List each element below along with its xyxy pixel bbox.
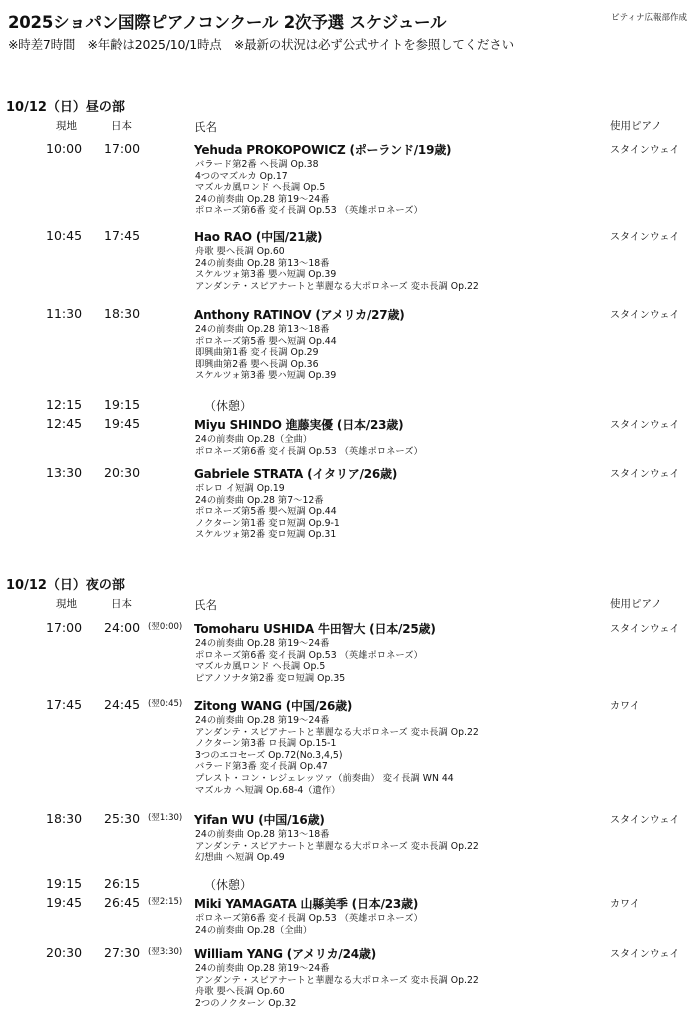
program-item: アンダンテ・スピアナートと華麗なる大ポロネーズ 変ホ長調 Op.22 xyxy=(195,280,479,292)
japan-time: 18:30 xyxy=(104,306,141,321)
piano-brand: カワイ xyxy=(610,899,640,910)
program-item: 24の前奏曲 Op.28 第13〜18番 xyxy=(195,829,330,840)
section-title: 10/12（日）昼の部 xyxy=(6,100,125,115)
piano-brand: スタインウェイ xyxy=(610,949,680,960)
program-item: マズルカ風ロンド ヘ長調 Op.5 xyxy=(195,661,326,673)
program-item: 2つのノクターン Op.32 xyxy=(195,997,297,1009)
piano-brand: スタインウェイ xyxy=(610,232,680,243)
column-header-japan: 日本 xyxy=(111,598,132,610)
program-item: 即興曲第2番 嬰ヘ長調 Op.36 xyxy=(195,358,319,370)
next-day-time: (翌1:30) xyxy=(148,813,183,823)
japan-time: 20:30 xyxy=(104,465,141,480)
japan-time: 17:00 xyxy=(104,141,141,156)
break-label: （休憩） xyxy=(204,878,253,892)
local-time: 12:15 xyxy=(46,397,83,412)
performer-name: Miki YAMAGATA 山縣美季 (日本/23歳) xyxy=(194,897,419,911)
performer-name: Yehuda PROKOPOWICZ (ポーランド/19歳) xyxy=(194,143,452,157)
japan-time: 19:15 xyxy=(104,397,141,412)
program-list xyxy=(195,638,423,684)
program-list xyxy=(195,963,479,1009)
author-credit: ピティナ広報部作成 xyxy=(611,13,687,23)
performer-name: Gabriele STRATA (イタリア/26歳) xyxy=(194,467,398,481)
japan-time: 26:15 xyxy=(104,876,141,891)
local-time: 12:45 xyxy=(46,416,83,431)
program-item: 24の前奏曲 Op.28 第13〜18番 xyxy=(195,257,330,269)
piano-brand: スタインウェイ xyxy=(610,469,680,480)
local-time: 10:45 xyxy=(46,228,83,243)
program-list xyxy=(195,246,479,292)
next-day-time: (翌2:15) xyxy=(148,897,183,907)
piano-brand: スタインウェイ xyxy=(610,624,680,635)
piano-brand: スタインウェイ xyxy=(610,815,680,826)
program-item: 即興曲第1番 変イ長調 Op.29 xyxy=(195,347,319,359)
piano-brand: カワイ xyxy=(610,701,640,712)
column-header-piano: 使用ピアノ xyxy=(610,120,662,132)
program-item: ノクターン第1番 変ロ短調 Op.9-1 xyxy=(195,517,340,529)
program-item: アンダンテ・スピアナートと華麗なる大ポロネーズ 変ホ長調 Op.22 xyxy=(195,726,479,738)
program-item: ボレロ イ短調 Op.19 xyxy=(195,483,285,494)
program-item: スケルツォ第3番 嬰ハ短調 Op.39 xyxy=(195,269,337,281)
program-item: バラード第3番 変イ長調 Op.47 xyxy=(195,761,328,773)
program-item: ノクターン第3番 ロ長調 Op.15-1 xyxy=(195,738,337,750)
performer-name: Anthony RATINOV (アメリカ/27歳) xyxy=(194,308,405,322)
local-time: 19:45 xyxy=(46,895,83,910)
column-header-name: 氏名 xyxy=(194,598,217,612)
program-item: ポロネーズ第5番 嬰ヘ短調 Op.44 xyxy=(195,506,337,518)
next-day-time: (翌0:45) xyxy=(148,699,183,709)
program-item: 舟歌 嬰ヘ長調 Op.60 xyxy=(195,246,285,257)
program-item: バラード第2番 ヘ長調 Op.38 xyxy=(195,159,319,170)
page-title: 2025ショパン国際ピアノコンクール 2次予選 スケジュール xyxy=(8,13,447,32)
local-time: 17:45 xyxy=(46,697,83,712)
program-list xyxy=(195,913,423,936)
program-item: スケルツォ第2番 変ロ短調 Op.31 xyxy=(195,529,337,541)
program-item: 24の前奏曲 Op.28 第19〜24番 xyxy=(195,638,330,649)
program-item: 4つのマズルカ Op.17 xyxy=(195,170,288,182)
japan-time: 26:45 xyxy=(104,895,141,910)
performer-name: William YANG (アメリカ/24歳) xyxy=(194,947,376,961)
column-header-piano: 使用ピアノ xyxy=(610,598,662,610)
piano-brand: スタインウェイ xyxy=(610,145,680,156)
piano-brand: スタインウェイ xyxy=(610,420,680,431)
japan-time: 25:30 xyxy=(104,811,141,826)
program-item: 24の前奏曲 Op.28 第13〜18番 xyxy=(195,324,330,335)
column-header-local: 現地 xyxy=(56,120,77,132)
japan-time: 19:45 xyxy=(104,416,141,431)
program-item: ポロネーズ第6番 変イ長調 Op.53 （英雄ポロネーズ） xyxy=(195,445,423,457)
program-item: ポロネーズ第5番 嬰ヘ短調 Op.44 xyxy=(195,335,337,347)
program-item: マズルカ風ロンド ヘ長調 Op.5 xyxy=(195,182,326,194)
next-day-time: (翌0:00) xyxy=(148,622,183,632)
local-time: 13:30 xyxy=(46,465,83,480)
japan-time: 27:30 xyxy=(104,945,141,960)
program-item: 24の前奏曲 Op.28 第19〜24番 xyxy=(195,963,330,974)
program-item: 24の前奏曲 Op.28 第7〜12番 xyxy=(195,494,324,506)
local-time: 11:30 xyxy=(46,306,83,321)
program-item: ポロネーズ第6番 変イ長調 Op.53 （英雄ポロネーズ） xyxy=(195,205,423,217)
local-time: 20:30 xyxy=(46,945,83,960)
program-item: 幻想曲 ヘ短調 Op.49 xyxy=(195,852,285,864)
column-header-local: 現地 xyxy=(56,598,77,610)
program-item: 24の前奏曲 Op.28（全曲） xyxy=(195,924,313,936)
column-header-japan: 日本 xyxy=(111,120,132,132)
program-list xyxy=(195,434,423,457)
program-item: 24の前奏曲 Op.28（全曲） xyxy=(195,434,313,445)
performer-name: Yifan WU (中国/16歳) xyxy=(194,813,325,827)
program-item: アンダンテ・スピアナートと華麗なる大ポロネーズ 変ホ長調 Op.22 xyxy=(195,840,479,852)
program-item: 舟歌 嬰ヘ長調 Op.60 xyxy=(195,986,285,998)
local-time: 19:15 xyxy=(46,876,83,891)
break-label: （休憩） xyxy=(204,399,253,413)
program-item: 24の前奏曲 Op.28 第19〜24番 xyxy=(195,715,330,726)
performer-name: Hao RAO (中国/21歳) xyxy=(194,230,323,244)
program-item: ポロネーズ第6番 変イ長調 Op.53 （英雄ポロネーズ） xyxy=(195,649,423,661)
local-time: 10:00 xyxy=(46,141,83,156)
program-list xyxy=(195,829,479,864)
performer-name: Zitong WANG (中国/26歳) xyxy=(194,699,353,713)
program-list xyxy=(195,483,340,541)
section-title: 10/12（日）夜の部 xyxy=(6,578,125,593)
program-item: マズルカ ヘ短調 Op.68-4（遺作） xyxy=(195,784,341,796)
program-item: 3つのエコセーズ Op.72(No.3,4,5) xyxy=(195,749,343,761)
japan-time: 17:45 xyxy=(104,228,141,243)
japan-time: 24:00 xyxy=(104,620,141,635)
program-item: ポロネーズ第6番 変イ長調 Op.53 （英雄ポロネーズ） xyxy=(195,913,423,924)
program-item: アンダンテ・スピアナートと華麗なる大ポロネーズ 変ホ長調 Op.22 xyxy=(195,974,479,986)
next-day-time: (翌3:30) xyxy=(148,947,183,957)
program-list xyxy=(195,715,479,796)
japan-time: 24:45 xyxy=(104,697,141,712)
local-time: 18:30 xyxy=(46,811,83,826)
program-item: スケルツォ第3番 嬰ハ短調 Op.39 xyxy=(195,370,337,382)
performer-name: Tomoharu USHIDA 牛田智大 (日本/25歳) xyxy=(194,622,436,636)
program-item: ピアノソナタ第2番 変ロ短調 Op.35 xyxy=(195,672,346,684)
program-list xyxy=(195,324,337,382)
performer-name: Miyu SHINDO 進藤実優 (日本/23歳) xyxy=(194,418,404,432)
program-item: 24の前奏曲 Op.28 第19〜24番 xyxy=(195,193,330,205)
program-list xyxy=(195,159,423,217)
schedule-notes: ※時差7時間 ※年齢は2025/10/1時点 ※最新の状況は必ず公式サイトを参照してください xyxy=(8,37,514,52)
local-time: 17:00 xyxy=(46,620,83,635)
column-header-name: 氏名 xyxy=(194,120,217,134)
program-item: プレスト・コン・レジェレッツァ（前奏曲） 変イ長調 WN 44 xyxy=(195,772,454,784)
piano-brand: スタインウェイ xyxy=(610,310,680,321)
